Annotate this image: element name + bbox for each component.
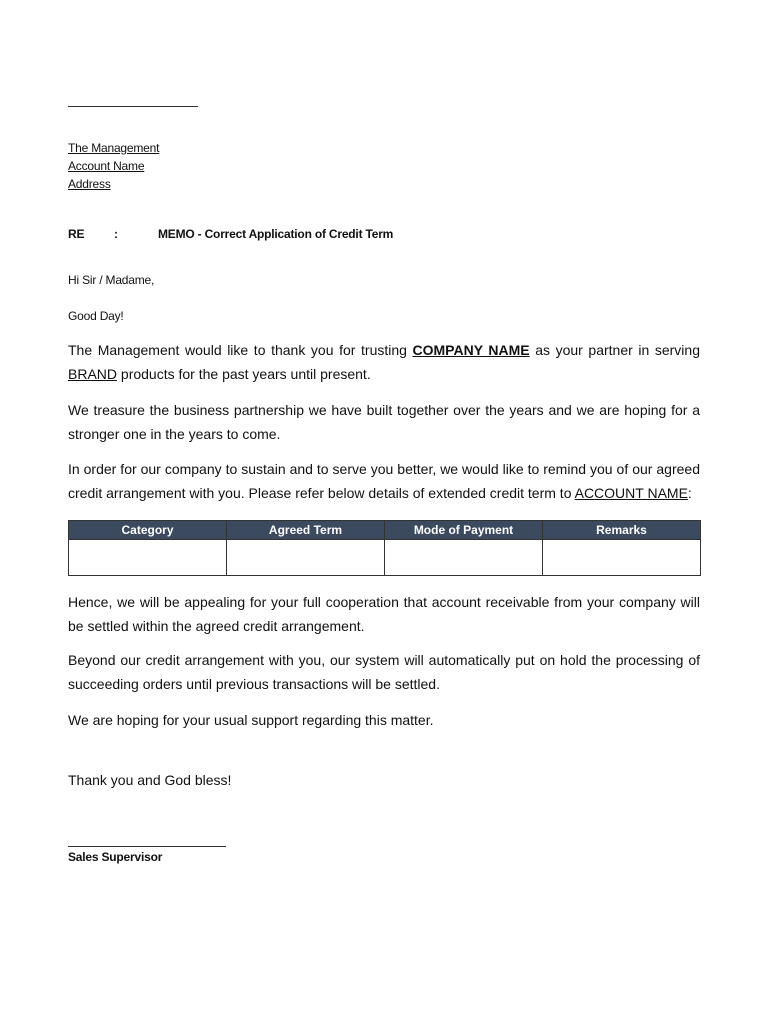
re-subject: MEMO - Correct Application of Credit Term xyxy=(158,227,394,241)
paragraph-thanks-mid: as your partner in serving xyxy=(529,342,700,358)
greeting: Hi Sir / Madame, xyxy=(68,273,155,287)
recipient-line-1: The Management xyxy=(68,141,160,155)
paragraph-thanks-pre: The Management would like to thank you for trusting xyxy=(68,342,413,358)
paragraph-reminder xyxy=(68,457,700,505)
account-name: ACCOUNT NAME xyxy=(574,485,688,501)
table-row xyxy=(69,540,701,576)
table-header-row xyxy=(69,521,701,540)
date-blank-line xyxy=(68,94,198,107)
header-category: Category xyxy=(69,521,227,540)
re-colon: : xyxy=(114,227,118,241)
recipient-line-3: Address xyxy=(68,177,111,191)
cell-agreed-term xyxy=(227,540,385,576)
good-day: Good Day! xyxy=(68,309,124,323)
cell-mode-of-payment xyxy=(385,540,543,576)
paragraph-thanks xyxy=(68,338,700,386)
cell-remarks xyxy=(543,540,701,576)
cell-category xyxy=(69,540,227,576)
company-name: COMPANY NAME xyxy=(412,342,530,358)
signature-line xyxy=(68,836,226,847)
header-mode-of-payment: Mode of Payment xyxy=(385,521,543,540)
paragraph-support: We are hoping for your usual support regarding this matter. xyxy=(68,712,434,728)
credit-term-table xyxy=(68,520,701,576)
signer-title: Sales Supervisor xyxy=(68,850,163,864)
paragraph-thanks-post: products for the past years until present. xyxy=(117,366,371,382)
recipient-line-2: Account Name xyxy=(68,159,145,173)
paragraph-reminder-post: : xyxy=(687,485,692,501)
paragraph-partnership: We treasure the business partnership we have built together over the years and we are hoping for a stronger one in the years to come. xyxy=(68,402,700,442)
paragraph-hold-notice: Beyond our credit arrangement with you, our system will automatically put on hold the processing of succeeding orders until previous transactions will be settled. xyxy=(68,652,700,692)
re-label: RE xyxy=(68,227,85,241)
brand-name: BRAND xyxy=(68,366,118,382)
paragraph-cooperation: Hence, we will be appealing for your full cooperation that account receivable from your company will be settled within the agreed credit arrangement. xyxy=(68,594,700,634)
header-agreed-term: Agreed Term xyxy=(227,521,385,540)
paragraph-reminder-pre: In order for our company to sustain and to serve you better, we would like to remind you of our agreed credit arrangement with you. Please refer below details of extended credit term to xyxy=(68,461,700,501)
closing: Thank you and God bless! xyxy=(68,772,232,788)
header-remarks: Remarks xyxy=(543,521,701,540)
